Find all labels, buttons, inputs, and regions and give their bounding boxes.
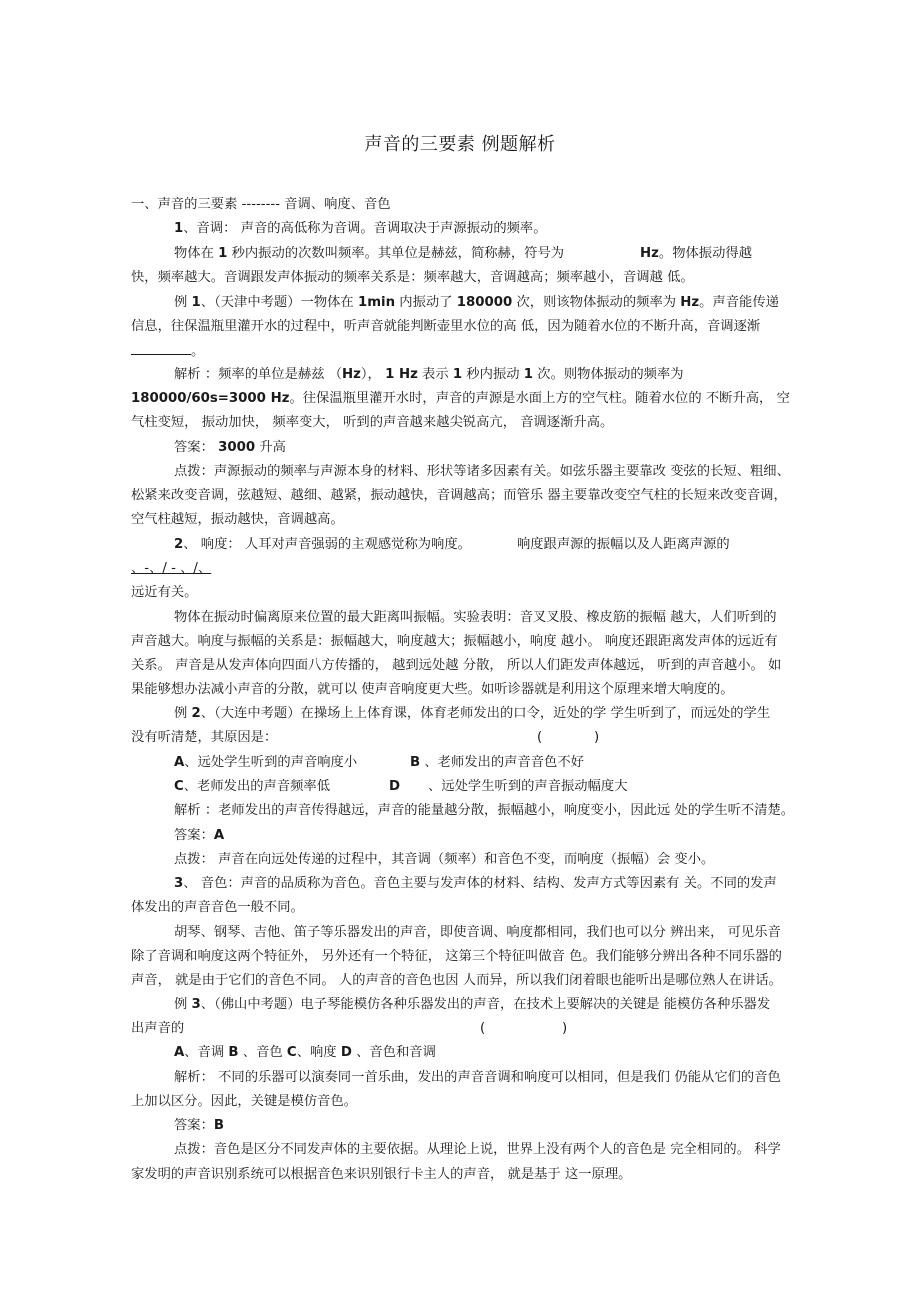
example-2-option-c [174,778,330,796]
text: 物体在 [174,246,219,261]
timbre-definition [174,875,777,893]
example-1-answer-blank [131,342,204,361]
text: 答案： [174,440,219,455]
pitch-paragraph-line-1 [174,245,752,263]
timbre-paragraph-line-1: 胡琴、钢琴、吉他、笛子等乐器发出的声音，即使音调、响度都相同，我们也可以分 辨出来， 可见乐音 [174,925,781,940]
text: 。 [191,344,205,359]
example-1-tip-line-3: 空气柱越短，振动越快，音调越高。 [131,512,344,527]
text: 升高 [255,440,286,455]
text: 1 [523,367,534,382]
text: 、 音色：声音的品质称为音色。音色主要与发声体的材料、结构、发声方式等因素有 关。不同的发声 [183,876,777,891]
text: 例 [174,706,192,721]
example-1-analysis [174,366,684,384]
text: 。物体振动得越 [658,246,752,261]
text: 、响度 [296,1045,341,1060]
answer-blank [131,342,191,355]
text: 响度跟声源的振幅以及人距离声源的 [516,537,730,552]
section-heading: 一、声音的三要素 -------- 音调、响度、音色 [131,197,391,212]
text: 3000 [218,440,256,455]
text: 秒内振动 [462,367,524,382]
page-title: 声音的三要素 例题解析 [364,134,556,155]
loudness-paragraph-line-2: 声音越大。响度与振幅的关系是：振幅越大，响度越大；振幅越小，响度 越小。 响度还跟距离发声体的远近有 [131,634,778,649]
example-2-analysis: 解析 ：老师发出的声音传得越远，声音的能量越分散，振幅越小，响度变小，因此远 处的学生听不清楚。 [174,803,795,818]
text: 表示 [417,367,453,382]
example-3-analysis-line-2: 上加以区分。因此，关键是模仿音色。 [131,1094,358,1109]
example-3-paren-right: ) [562,1021,568,1036]
text: 、老师发出的声音音色不好 [420,755,584,770]
example-2-tip: 点拨： 声音在向远处传递的过程中，其音调（频率）和音色不变，而响度（振幅）会 变小。 [174,852,715,867]
text: B [213,1118,225,1133]
text: 次，则该物体振动的频率为 [512,295,681,310]
text: 、（佛山中考题）电子琴能模仿各种乐器发出的声音，在技术上要解决的关键是 能模仿各种乐器发 [200,997,771,1012]
text: A [213,828,225,843]
example-3-analysis: 解析： 不同的乐器可以演奏同一首乐曲，发出的声音音调和响度可以相同，但是我们 仍能从它们的音色 [174,1070,781,1085]
text: 3 [191,997,201,1012]
text: 、（大连中考题）在操场上上体育课，体育老师发出的口令，近处的学 学生听到了，而远处的学生 [200,706,771,721]
loudness-paragraph-line-3: 关系。 声音是从发声体向四面八方传播的， 越到远处越 分散， 所以人们距发声体越远， 听到的声音越小。 如 [131,658,782,673]
text: D [340,1045,352,1060]
text: 答案： [174,828,214,843]
timbre-definition-line-2: 体发出的声音音色一般不同。 [131,900,304,915]
text: 次。则物体振动的频率为 [533,367,684,382]
text: 解析 ：频率的单位是赫兹 （ [174,367,343,382]
loudness-garbled-line: 、-、/ - 、/、 [131,561,212,576]
loudness-paragraph-line-1: 物体在振动时偏离原来位置的最大距离叫振幅。实验表明：音叉叉股、橡皮筋的振幅 越大，人们听到的 [174,610,777,625]
example-3-question [174,996,770,1014]
text: Hz [342,367,361,382]
example-1-answer [174,439,286,457]
text: 秒内振动的次数叫频率。其单位是赫兹，简称赫，符号为 [227,246,565,261]
text: 。往保温瓶里灌开水时，声音的声源是水面上方的空气柱。随着水位的 不断升高， 空 [289,391,790,406]
example-1-question [174,294,779,312]
text: 。声音能传递 [699,295,779,310]
text: 、老师发出的声音频率低 [183,779,331,794]
example-2-option-b [410,754,584,772]
example-3-tip-line-2: 家发明的声音识别系统可以根据音色来识别银行卡主人的声音， 就是基于 这一原理。 [131,1167,632,1182]
loudness-paragraph-line-4: 果能够想办法减小声音的分散，就可以 使声音响度更大些。如听诊器就是利用这个原理来增大响度的。 [131,682,734,697]
text: 180000 [456,295,513,310]
example-1-tip: 点拨：声源振动的频率与声源本身的材料、形状等诸多因素有关。如弦乐器主要靠改 变弦的长短、粗细、 [174,464,790,479]
timbre-paragraph-line-2: 除了音调和响度这两个特征外， 另外还有一个特征， 这第三个特征叫做音 色。我们能够分辨出各种不同乐器的 [131,949,782,964]
example-2-paren-right: ) [594,730,600,745]
text: 、远处学生听到的声音响度小 [184,755,358,770]
text: 、（天津中考题）一物体在 [200,295,358,310]
loudness-definition [174,536,730,554]
text: B [410,755,421,770]
text: 、远处学生听到的声音振动幅度大 [428,779,628,794]
text: 2 [191,706,201,721]
example-2-paren-left: ( [537,730,543,745]
example-1-analysis-line-3: 气柱变短， 振动加快， 频率变大， 听到的声音越来越尖锐高亢， 音调逐渐升高。 [131,415,614,430]
pitch-definition [174,220,547,238]
text: Hz [680,295,700,310]
loudness-definition-end: 远近有关。 [131,585,198,600]
timbre-number: 3 [174,876,184,891]
text: 、音色 [238,1045,287,1060]
text: A [174,755,185,770]
example-1-tip-line-2: 松紧来改变音调，弦越短、越细、越紧，振动越快，音调越高；而管乐 器主要靠改变空气柱的长短来改变音调， [131,488,787,503]
text: 1 [452,367,463,382]
text: C [286,1045,297,1060]
text: 、 响度： 人耳对声音强弱的主观感觉称为响度。 [183,537,471,552]
text: D [389,779,401,794]
example-3-paren-left: ( [480,1021,486,1036]
example-2-question [174,705,770,723]
text: C [174,779,184,794]
loudness-number: 2 [174,537,184,552]
text: B [228,1045,239,1060]
example-2-option-a [174,754,357,772]
example-3-options [174,1044,436,1062]
text: 1 Hz [385,367,418,382]
text: 1 [191,295,201,310]
example-3-tip: 点拨：音色是区分不同发声体的主要依据。从理论上说，世界上没有两个人的音色是 完全相同的。 科学 [174,1142,781,1157]
text: 、音调 [184,1045,229,1060]
text: 、音色和音调 [351,1045,436,1060]
pitch-def-text: 、音调： 声音的高低称为音调。音调取决于声源振动的频率。 [183,221,547,236]
example-2-option-d [389,778,628,796]
text: A [174,1045,185,1060]
example-1-analysis-line-2 [131,390,790,408]
example-3-question-line-2: 出声音的 [131,1021,185,1036]
example-2-answer [174,827,224,845]
pitch-paragraph-line-2: 快，频率越大。音调跟发声体振动的频率关系是：频率越大，音调越高；频率越小，音调越 低。 [131,270,694,285]
text: 180000/60s=3000 Hz [131,391,290,406]
example-2-question-line-2: 没有听清楚，其原因是： [131,730,278,745]
text: 例 [174,997,192,1012]
text: 例 [174,295,192,310]
pitch-number: 1 [174,221,184,236]
example-1-question-line-2: 信息，往保温瓶里灌开水的过程中，听声音就能判断壶里水位的高 低，因为随着水位的不断升高，音调逐渐 [131,319,761,334]
timbre-paragraph-line-3: 声音， 就是由于它们的音色不同。 人的声音的音色也因 人而异，所以我们闭着眼也能听出是哪位熟人在讲话。 [131,973,782,988]
text: 答案： [174,1118,214,1133]
text: 1min [357,295,396,310]
example-3-answer [174,1117,224,1135]
text: 1 [218,246,228,261]
text: ）， [360,367,386,382]
text: Hz [640,246,659,261]
text: 内振动了 [395,295,457,310]
